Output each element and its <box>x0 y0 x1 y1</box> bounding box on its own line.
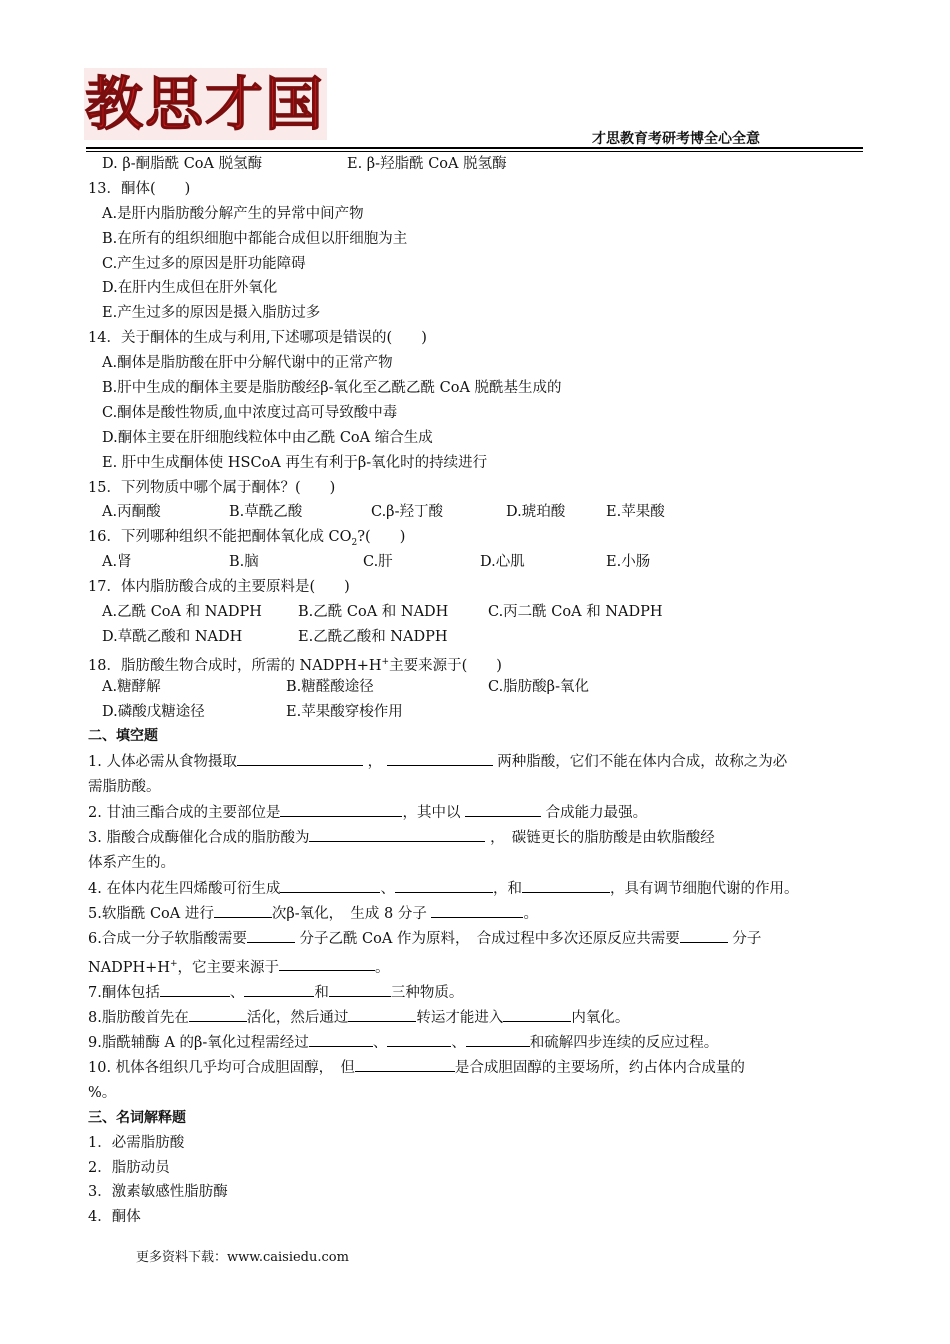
option: D.在肝内生成但在肝外氧化 <box>102 280 278 297</box>
text: 是合成胆固醇的主要场所，约占体内合成量的 <box>454 1059 745 1076</box>
document-body <box>88 152 864 1230</box>
text: 转运才能进入 <box>416 1010 504 1027</box>
option: C.β-羟丁酸 <box>371 504 443 521</box>
text: 、 <box>380 880 395 897</box>
option: B.糖醛酸途径 <box>286 678 374 695</box>
option: D.磷酸戊糖途径 <box>102 703 205 720</box>
option: C.丙二酰 CoA 和 NADPH <box>488 604 663 621</box>
blank-line <box>279 954 375 971</box>
option: B.草酰乙酸 <box>229 504 303 521</box>
option: E. β-羟脂酰 CoA 脱氢酶 <box>347 156 507 172</box>
q16-options <box>88 550 864 575</box>
text: 8.脂肪酸首先在 <box>88 1010 189 1027</box>
blank-line <box>680 926 728 943</box>
text: 。 <box>523 905 538 922</box>
option: E.苹果酸 <box>606 504 665 521</box>
caisi-logo <box>84 68 327 140</box>
header-rule <box>86 147 863 149</box>
q16-subscript: 2 <box>351 538 358 549</box>
q17-options-row1 <box>88 600 864 625</box>
fill-item-1 <box>88 749 864 800</box>
term-item: 2．脂肪动员 <box>88 1159 170 1176</box>
logo-text: 教思才国 <box>84 70 326 138</box>
blank-line <box>244 980 314 997</box>
text: 6.合成一分子软脂酸需要 <box>88 930 247 947</box>
text: 两种脂酸，它们不能在体内合成，故称之为必 <box>497 754 788 771</box>
option: D.酮体主要在肝细胞线粒体中由乙酰 CoA 缩合生成 <box>102 429 433 446</box>
blank-line <box>431 901 523 918</box>
q13-stem: 13．酮体( ) <box>88 180 191 197</box>
option: C.肝 <box>363 554 393 571</box>
blank-line <box>160 980 230 997</box>
option: D. β-酮脂酰 CoA 脱氢酶 <box>102 156 263 172</box>
text: 分子乙酰 CoA 作为原料， 合成过程中多次还原反应共需要 <box>299 930 680 947</box>
text: ，它主要来源于 <box>177 959 280 976</box>
text: 和 <box>314 985 329 1002</box>
blank-line <box>522 876 610 893</box>
fill-item-10 <box>88 1055 864 1106</box>
fill-item-8 <box>88 1005 864 1030</box>
text: 次β-氧化， 生成 8 分子 <box>271 905 427 922</box>
option: D.琥珀酸 <box>506 504 566 521</box>
fill-item-3 <box>88 825 864 876</box>
q17-options-row2 <box>88 625 864 650</box>
blank-line <box>395 876 493 893</box>
option: B.肝中生成的酮体主要是脂肪酸经β-氧化至乙酰乙酰 CoA 脱酰基生成的 <box>102 380 562 397</box>
text: 和硫解四步连续的反应过程。 <box>529 1035 719 1052</box>
superscript: + <box>169 958 178 969</box>
q18-options-row2 <box>88 700 864 725</box>
q16-stem <box>88 525 864 550</box>
option: C.产生过多的原因是肝功能障碍 <box>102 255 306 272</box>
blank-line <box>237 749 363 766</box>
option: B.脑 <box>229 554 259 571</box>
fill-item-7 <box>88 980 864 1005</box>
blank-line <box>387 749 493 766</box>
blank-line <box>280 876 380 893</box>
option: A.是肝内脂肪酸分解产生的异常中间产物 <box>102 205 364 222</box>
option: E.小肠 <box>606 554 651 571</box>
text: 、 <box>372 1035 388 1052</box>
fill-item-5 <box>88 901 864 926</box>
q18-stem <box>88 650 864 675</box>
fill-item-2 <box>88 800 864 825</box>
text: 、 <box>451 1035 466 1052</box>
option: A.丙酮酸 <box>102 504 161 521</box>
blank-line <box>466 1030 530 1047</box>
fill-item-9 <box>88 1030 864 1055</box>
header-tagline: 才思教育考研考博全心全意 <box>592 131 760 147</box>
q18-options-row1 <box>88 675 864 700</box>
blank-line <box>503 1005 571 1022</box>
text: 需脂肪酸。 <box>88 779 161 796</box>
text: ，具有调节细胞代谢的作用。 <box>609 880 799 897</box>
text: 1. 人体必需从食物摄取 <box>88 754 237 771</box>
q17-stem: 17．体内脂肪酸合成的主要原料是( ) <box>88 579 350 596</box>
text: 体系产生的。 <box>88 854 175 871</box>
option: B.乙酰 CoA 和 NADH <box>298 604 449 621</box>
option: D.心肌 <box>480 554 525 571</box>
option: D.草酰乙酸和 NADH <box>102 628 243 645</box>
option: E.产生过多的原因是摄入脂肪过多 <box>102 305 321 322</box>
text: ，和 <box>492 880 522 897</box>
q18-stem-end: 主要来源于( ) <box>389 657 502 674</box>
text: 、 <box>229 985 245 1002</box>
section-title-terms: 三、名词解释题 <box>88 1109 186 1126</box>
term-item: 4．酮体 <box>88 1209 141 1226</box>
text: ， 碳链更长的脂肪酸是由软脂酸经 <box>490 830 715 847</box>
blank-line <box>387 1030 451 1047</box>
text: 4. 在体内花生四烯酸可衍生成 <box>88 880 281 897</box>
blank-line <box>214 901 272 918</box>
q12-options <box>88 152 864 177</box>
blank-line <box>309 825 485 842</box>
text: 三种物质。 <box>390 985 464 1002</box>
text: 2. 甘油三酯合成的主要部位是 <box>88 805 281 822</box>
text: 内氧化。 <box>571 1010 630 1027</box>
q15-options <box>88 500 864 525</box>
q16-stem-end: ?( ) <box>357 529 406 546</box>
fill-item-6 <box>88 926 864 981</box>
text: 合成能力最强。 <box>545 805 648 822</box>
text: 5.软脂酰 CoA 进行 <box>88 905 214 922</box>
option: B.在所有的组织细胞中都能合成但以肝细胞为主 <box>102 230 408 247</box>
blank-line <box>348 1005 416 1022</box>
text: ， <box>367 754 383 771</box>
blank-line <box>355 1055 455 1072</box>
blank-line <box>189 1005 247 1022</box>
q18-superscript: + <box>381 656 390 667</box>
text: NADPH+H <box>88 959 170 976</box>
text: 10. 机体各组织几乎均可合成胆固醇， 但 <box>88 1059 355 1076</box>
footer-link[interactable]: 更多资料下载：www.caisiedu.com <box>136 1250 349 1265</box>
text: 9.脂酰辅酶 A 的β-氧化过程需经过 <box>88 1035 309 1052</box>
text: %。 <box>88 1084 117 1101</box>
option: C.脂肪酸β-氧化 <box>488 678 589 695</box>
text: ，其中以 <box>402 805 461 822</box>
option: E.乙酰乙酸和 NADPH <box>298 628 448 645</box>
q15-stem: 15．下列物质中哪个属于酮体？( ) <box>88 479 336 496</box>
text: 3. 脂酸合成酶催化合成的脂肪酸为 <box>88 830 310 847</box>
text: 7.酮体包括 <box>88 985 160 1002</box>
text: 活化，然后通过 <box>246 1010 349 1027</box>
option: A.肾 <box>102 554 132 571</box>
blank-line <box>247 926 295 943</box>
option: E.苹果酸穿梭作用 <box>286 703 403 720</box>
term-item: 1．必需脂肪酸 <box>88 1134 185 1151</box>
q18-stem-text: 18．脂肪酸生物合成时，所需的 NADPH+H <box>88 657 382 674</box>
blank-line <box>465 800 541 817</box>
fill-item-4 <box>88 876 864 901</box>
section-title-fill: 二、填空题 <box>88 728 158 745</box>
option: C.酮体是酸性物质,血中浓度过高可导致酸中毒 <box>102 404 398 421</box>
text: 。 <box>375 959 390 976</box>
blank-line <box>280 800 402 817</box>
blank-line <box>309 1030 373 1047</box>
option: E. 肝中生成酮体使 HSCoA 再生有利于β-氧化时的持续进行 <box>102 454 488 471</box>
q14-stem: 14．关于酮体的生成与利用,下述哪项是错误的( ) <box>88 330 427 347</box>
blank-line <box>329 980 391 997</box>
option: A.酮体是脂肪酸在肝中分解代谢中的正常产物 <box>102 355 393 372</box>
q16-stem-text: 16．下列哪种组织不能把酮体氧化成 CO <box>88 529 352 546</box>
term-item: 3．激素敏感性脂肪酶 <box>88 1184 228 1201</box>
text: 分子 <box>732 930 762 947</box>
option: A.乙酰 CoA 和 NADPH <box>102 604 262 621</box>
option: A.糖酵解 <box>102 678 161 695</box>
